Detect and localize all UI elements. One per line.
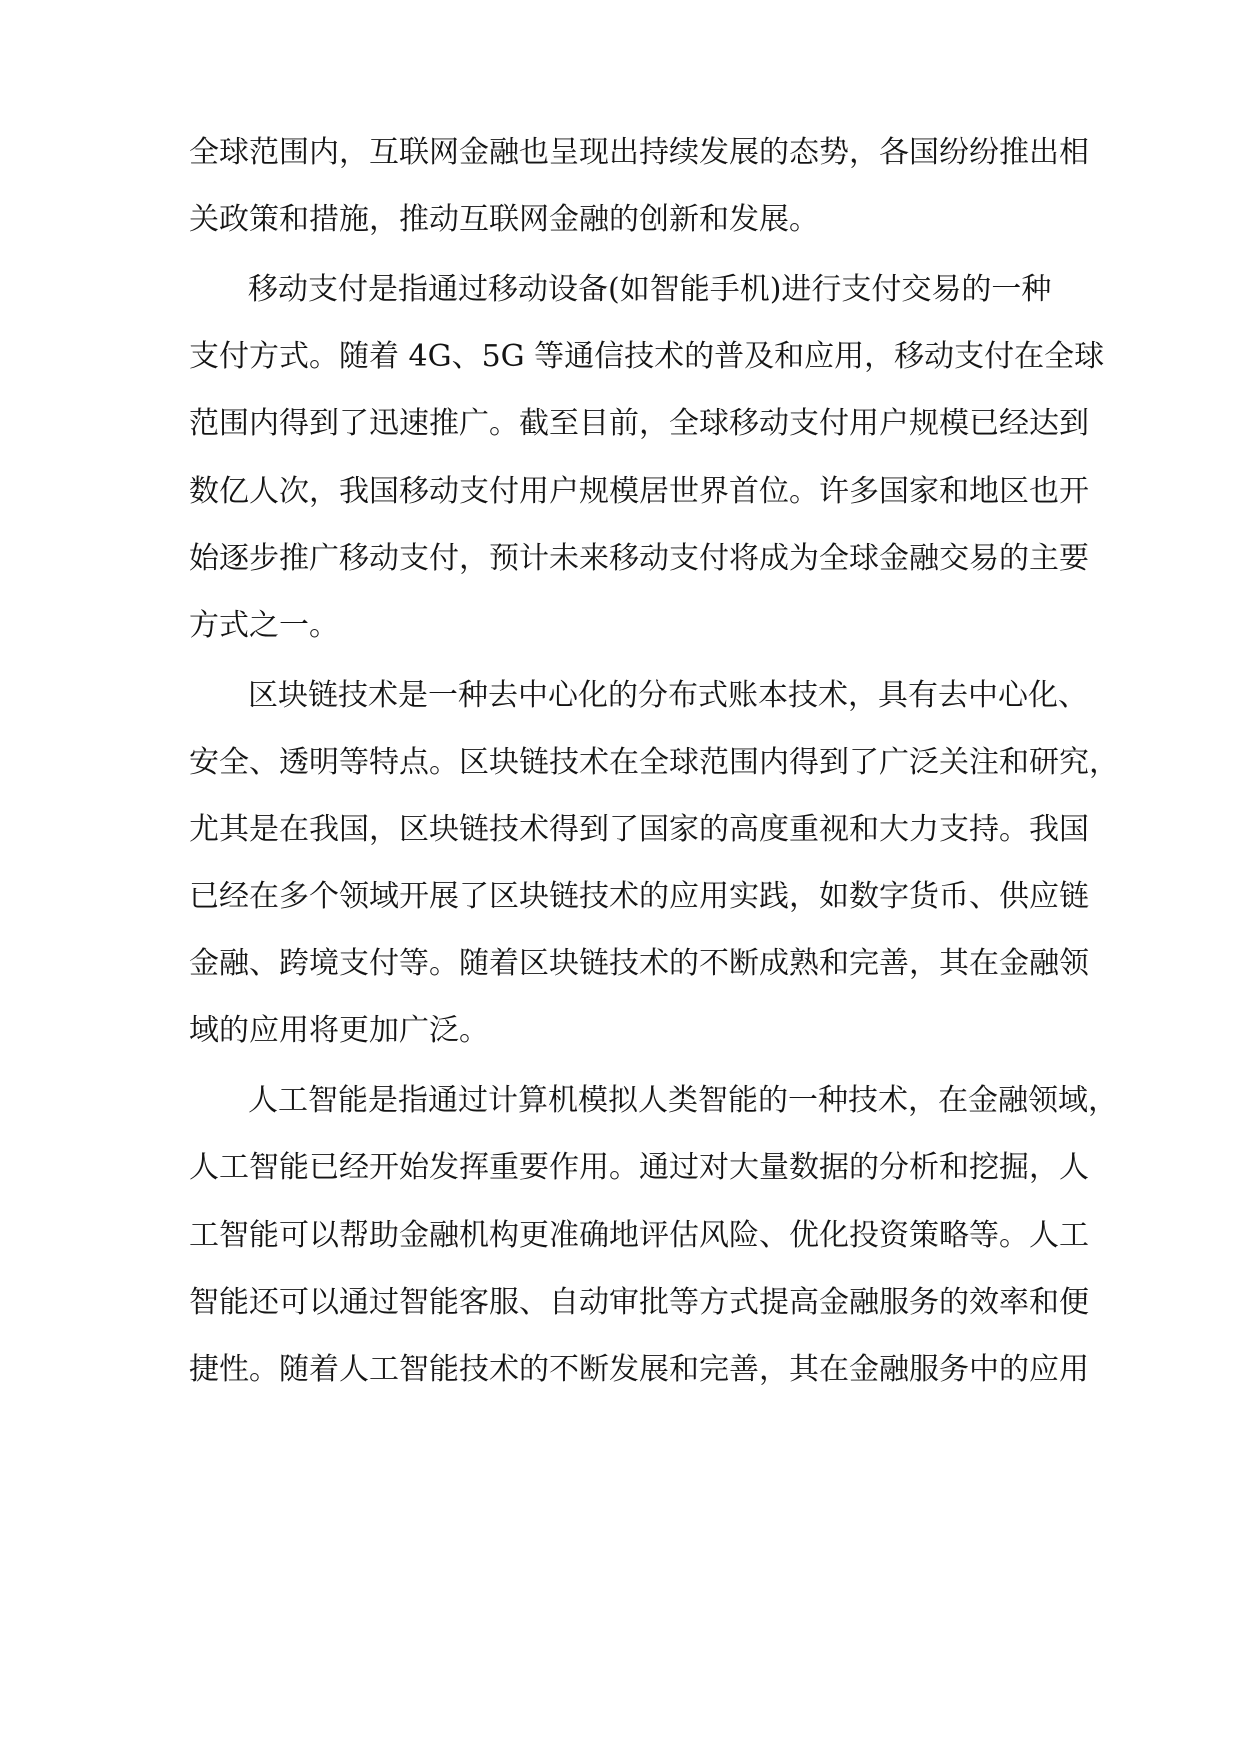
paragraph-first-line: 人工智能是指通过计算机模拟人类智能的一种技术，在金融领域， [248, 1083, 1118, 1118]
text-line: 关政策和措施，推动互联网金融的创新和发展。 [189, 202, 819, 237]
text-line: 全球范围内，互联网金融也呈现出持续发展的态势，各国纷纷推出相 [189, 135, 1089, 170]
text-line: 智能还可以通过智能客服、自动审批等方式提高金融服务的效率和便 [189, 1285, 1089, 1320]
text-line: 尤其是在我国，区块链技术得到了国家的高度重视和大力支持。我国 [189, 812, 1089, 847]
text-line: 工智能可以帮助金融机构更准确地评估风险、优化投资策略等。人工 [189, 1218, 1089, 1253]
text-line: 域的应用将更加广泛。 [189, 1013, 489, 1048]
text-line: 金融、跨境支付等。随着区块链技术的不断成熟和完善，其在金融领 [189, 946, 1089, 981]
text-line: 捷性。随着人工智能技术的不断发展和完善，其在金融服务中的应用 [189, 1352, 1089, 1387]
text-line: 始逐步推广移动支付，预计未来移动支付将成为全球金融交易的主要 [189, 541, 1089, 576]
text-line: 已经在多个领域开展了区块链技术的应用实践，如数字货币、供应链 [189, 879, 1089, 914]
text-line: 安全、透明等特点。区块链技术在全球范围内得到了广泛关注和研究， [189, 745, 1119, 780]
text-line: 方式之一。 [189, 608, 339, 643]
text-line: 数亿人次，我国移动支付用户规模居世界首位。许多国家和地区也开 [189, 474, 1089, 509]
paragraph-first-line: 区块链技术是一种去中心化的分布式账本技术，具有去中心化、 [248, 678, 1088, 713]
text-line: 人工智能已经开始发挥重要作用。通过对大量数据的分析和挖掘，人 [189, 1150, 1089, 1185]
text-line: 支付方式。随着 4G、5G 等通信技术的普及和应用，移动支付在全球 [189, 339, 1105, 374]
text-line: 范围内得到了迅速推广。截至目前，全球移动支付用户规模已经达到 [189, 406, 1089, 441]
paragraph-first-line: 移动支付是指通过移动设备(如智能手机)进行支付交易的一种 [248, 272, 1052, 307]
